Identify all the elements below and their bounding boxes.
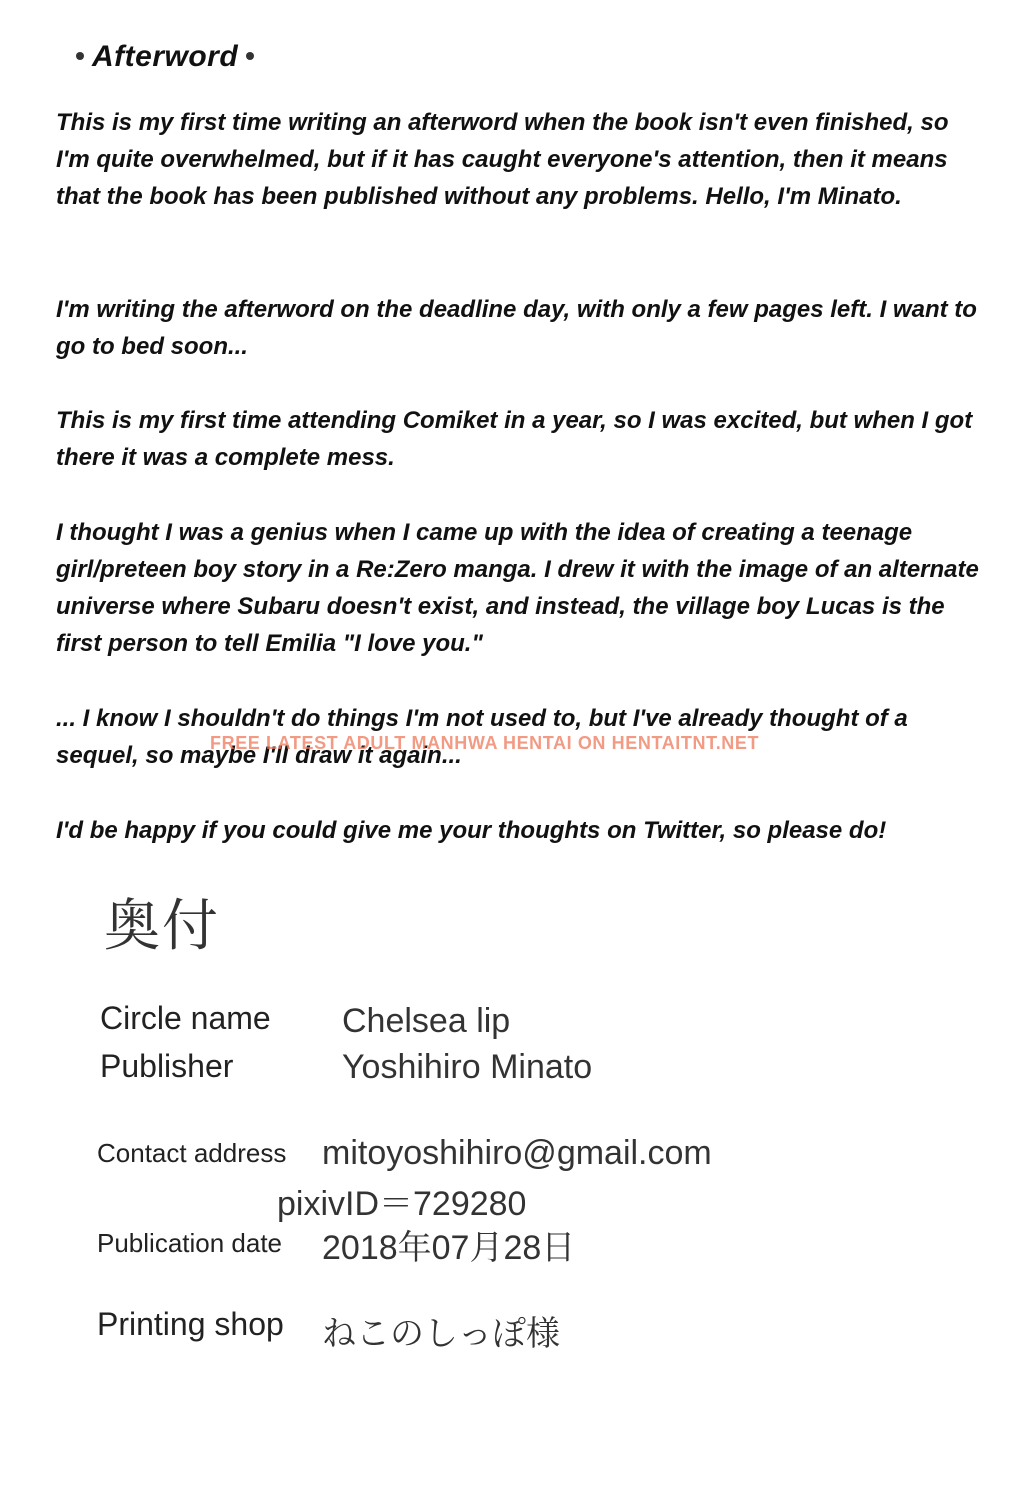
circle-name-label: Circle name xyxy=(100,1000,271,1036)
colophon-title: 奥付 xyxy=(104,894,220,959)
afterword-heading-text: Afterword xyxy=(92,40,239,73)
publisher-label: Publisher xyxy=(100,1048,234,1084)
afterword-paragraph-6: I'd be happy if you could give me your thoughts on Twitter, so please do! xyxy=(56,817,887,844)
afterword-paragraph-3: This is my first time attending Comiket in a year, so I was excited, but when I got there it was a complete mess. xyxy=(56,407,973,471)
circle-name-value: Chelsea lip xyxy=(342,1002,511,1040)
printing-shop-value: ねこのしっぽ様 xyxy=(322,1315,560,1353)
watermark-text: FREE LATEST ADULT MANHWA HENTAI ON HENTAITNT.NET xyxy=(210,733,760,753)
publication-date-label: Publication date xyxy=(97,1228,283,1258)
printing-shop-label: Printing shop xyxy=(97,1306,284,1342)
afterword-heading xyxy=(68,40,262,74)
publication-date-value: 2018年07月28日 xyxy=(322,1229,576,1267)
contact-pixiv-value: pixivID＝729280 xyxy=(277,1185,527,1223)
afterword-paragraph-5: ... I know I shouldn't do things I'm not used to, but I've already thought of a sequel, so maybe I'll draw it again... xyxy=(56,705,908,769)
afterword-paragraph-2: I'm writing the afterword on the deadline day, with only a few pages left. I want to go to bed soon... xyxy=(56,296,977,360)
contact-email-value: mitoyoshihiro@gmail.com xyxy=(322,1134,712,1172)
contact-address-label: Contact address xyxy=(97,1138,287,1168)
bullet-right xyxy=(246,52,254,60)
afterword-paragraph-1: This is my first time writing an afterword when the book isn't even finished, so I'm quite overwhelmed, but if it has caught everyone's attention, then it means that the book has been published without any problems. Hello, I'm Minato. xyxy=(56,109,949,210)
publisher-value: Yoshihiro Minato xyxy=(342,1048,593,1086)
bullet-left xyxy=(76,52,84,60)
afterword-paragraph-4: I thought I was a genius when I came up with the idea of creating a teenage girl/preteen boy story in a Re:Zero manga. I drew it with the image of an alternate universe where Subaru doesn't exist, and instead, the village boy Lucas is the first person to tell Emilia "I love you." xyxy=(56,519,979,657)
